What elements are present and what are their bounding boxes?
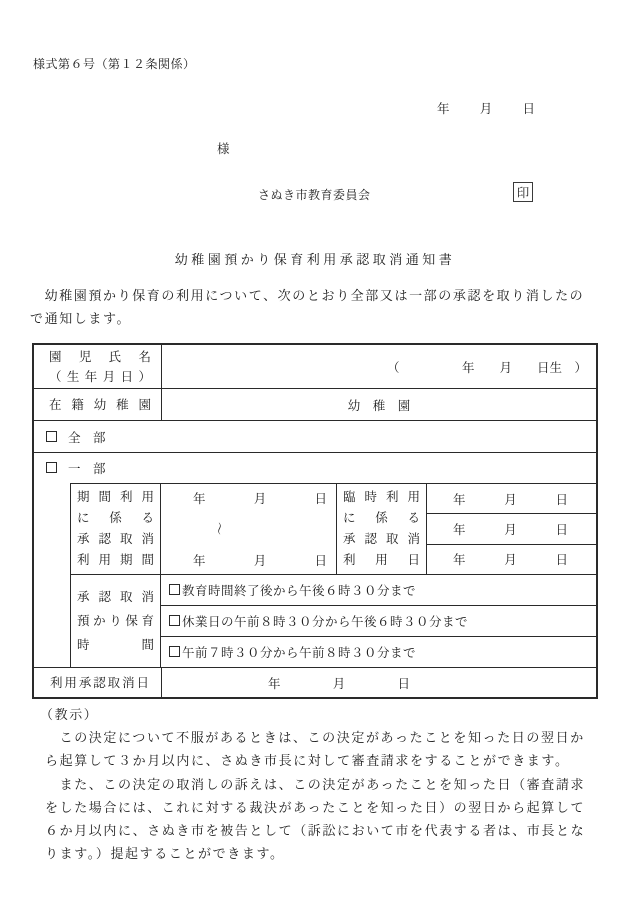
row-scope-part — [34, 453, 596, 668]
temporary-use-label — [337, 484, 427, 574]
checkbox-all-icon[interactable] — [46, 431, 57, 442]
notice-line: ６か月以内に、さぬき市を被告として（訴訟において市を代表する者は、市長とな — [45, 823, 586, 839]
time-option-row — [161, 606, 596, 637]
temp-label-line: 臨時利用 — [343, 489, 420, 504]
body-line: で通知します。 — [30, 311, 132, 326]
checkbox-after-class-icon[interactable] — [169, 584, 180, 595]
document-title: 幼稚園預かり保育利用承認取消通知書 — [174, 252, 456, 267]
checkbox-morning-icon[interactable] — [169, 646, 180, 657]
notice-section — [40, 703, 605, 865]
period-label-line: 利用期間 — [77, 552, 154, 567]
period-label-line: 承認取消 — [77, 531, 154, 546]
child-name-label — [34, 345, 162, 388]
scope-all-label: 全 部 — [68, 430, 106, 445]
checkbox-part-icon[interactable] — [46, 462, 57, 473]
notice-line: この決定について不服があるときは、この決定があったことを知った日の翌日か — [45, 730, 585, 746]
time-label-line: 預かり保育 — [77, 613, 154, 628]
care-time-label — [71, 575, 161, 667]
notice-line: ります。）提起することができます。 — [45, 846, 285, 862]
time-option-row — [161, 575, 596, 606]
addressee-honorific: 様 — [217, 142, 231, 156]
temp-label-line: 承認取消 — [343, 531, 420, 546]
period-to-blank: 年 月 日 — [193, 553, 327, 568]
period-use-label — [71, 484, 161, 574]
seal-mark-icon: 印 — [513, 182, 533, 202]
cancel-date-field — [162, 668, 596, 697]
temp-date-blank — [427, 514, 596, 544]
time-option-label: 午前７時３０分から午前８時３０分まで — [182, 645, 417, 660]
time-option-row — [161, 637, 596, 667]
notice-line: ら起算して３か月以内に、さぬき市長に対して審査請求をすることができます。 — [45, 753, 570, 769]
time-label-line: 時間 — [77, 637, 154, 652]
scope-part-header — [34, 453, 596, 483]
cancel-date-label-line: 利用承認取消日 — [50, 675, 149, 690]
child-name-value-field — [162, 345, 596, 388]
temp-label-line: に係る — [343, 510, 420, 525]
child-name-label-line: 園児氏名 — [49, 349, 151, 364]
enrolled-label-line: 在籍幼稚園 — [49, 397, 151, 412]
form-table — [32, 343, 598, 699]
temp-date-text: 年 月 日 — [453, 553, 568, 568]
notice-heading: （教示） — [40, 707, 99, 722]
temp-label-line: 利用日 — [343, 552, 420, 567]
temp-date-text: 年 月 日 — [453, 492, 568, 507]
temp-date-text: 年 月 日 — [453, 522, 568, 537]
cancel-date-blank: 年 月 日 — [268, 676, 410, 691]
temp-date-blank — [427, 484, 596, 514]
issuer-name: さぬき市教育委員会 — [258, 188, 371, 202]
notice-paragraph-2 — [45, 773, 605, 866]
notice-paragraph-1 — [45, 726, 605, 772]
row-enrolled-kindergarten — [34, 389, 596, 421]
part-detail-table — [70, 483, 596, 667]
period-from-blank: 年 月 日 — [193, 491, 327, 506]
row-scope-all — [34, 421, 596, 453]
birthdate-label-line: （生年月日） — [49, 369, 151, 384]
row-cancel-date — [34, 668, 596, 697]
temporary-dates-fields — [427, 484, 596, 574]
row-child-name — [34, 345, 596, 389]
checkbox-holiday-icon[interactable] — [169, 615, 180, 626]
issue-date-blank: 年 月 日 — [437, 102, 535, 116]
row-cancelled-time — [71, 575, 596, 667]
body-line: 幼稚園預かり保育の利用について、次のとおり全部又は一部の承認を取り消したの — [30, 288, 585, 303]
scope-part-label: 一 部 — [68, 461, 106, 476]
row-cancelled-dates — [71, 484, 596, 575]
notice-line: また、この決定の取消しの訴えは、この決定があったことを知った日（審査請求 — [45, 776, 586, 792]
period-label-line: 期間利用 — [77, 489, 154, 504]
cancel-date-label — [34, 668, 162, 697]
temp-date-blank — [427, 545, 596, 574]
kindergarten-suffix: 幼 稚 園 — [347, 398, 411, 413]
form-number: 様式第６号（第１２条関係） — [33, 57, 196, 71]
enrolled-label — [34, 389, 162, 420]
time-label-line: 承認取消 — [77, 589, 154, 604]
enrolled-value-field — [162, 389, 596, 420]
range-tilde: 〜 — [210, 522, 226, 536]
time-option-label: 教育時間終了後から午後６時３０分まで — [182, 583, 417, 598]
time-option-label: 休業日の午前８時３０分から午後６時３０分まで — [182, 614, 469, 629]
period-range-field — [161, 484, 337, 574]
notice-line: をした場合には、これに対する裁決があったことを知った日）の翌日から起算して — [45, 799, 586, 815]
body-paragraph — [30, 284, 605, 330]
birthdate-blank: （ 年 月 日生 ） — [386, 360, 587, 375]
period-label-line: に係る — [77, 510, 154, 525]
care-time-options — [161, 575, 596, 667]
